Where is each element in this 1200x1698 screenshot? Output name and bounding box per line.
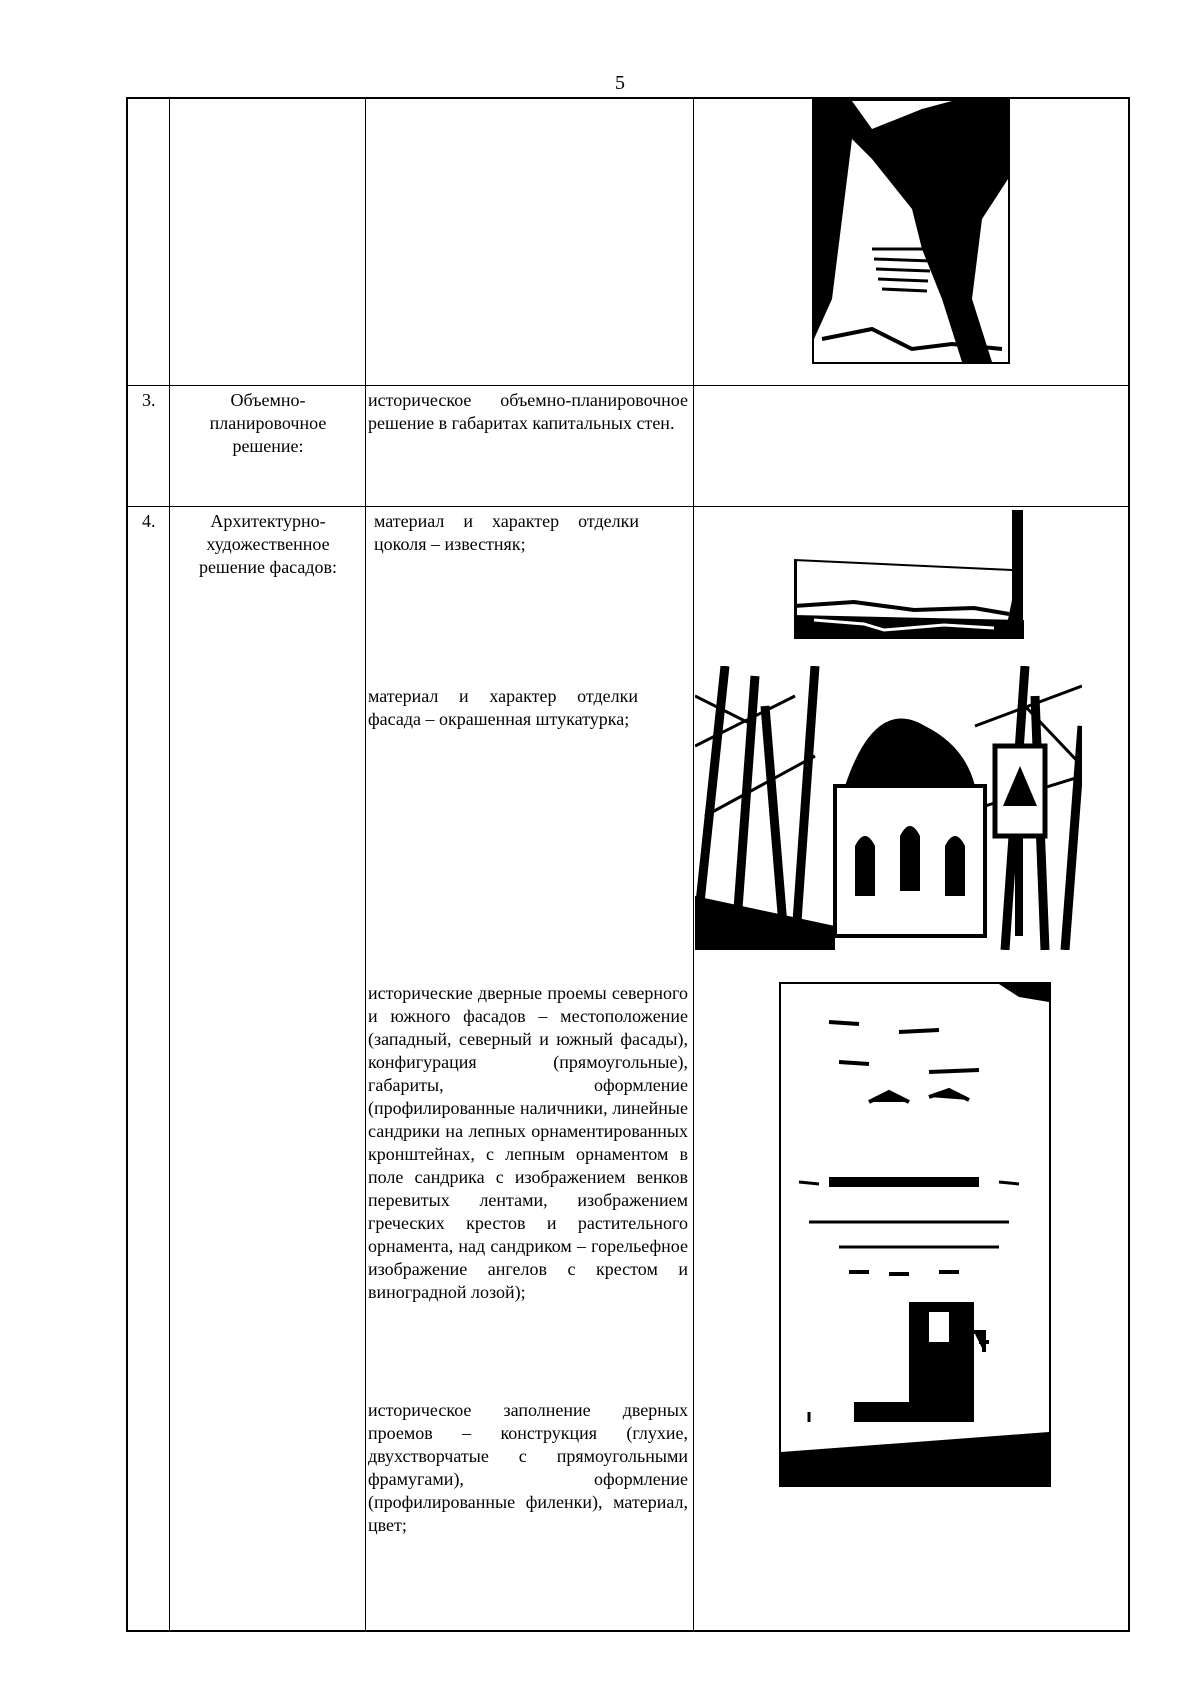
row-divider [128, 506, 1128, 507]
photo-staircase [812, 99, 1010, 364]
doorways-description: исторические дверные проемы северного и южного фасадов – местоположение (западный, северный и южный фасады), конфигурация (прямоугольные), габариты, оформление (профилированные наличники, линейные сандрики на лепных орнаментированных кронштейнах, с лепным орнаментом в поле сандрика с изображением венков перевитых лентами, изображением греческих крестов и растительного орнамента, над сандриком – горельефное изображение ангелов с крестом и виноградной лозой); [368, 983, 688, 1302]
door-filling-description: историческое заполнение дверных проемов – конструкция (глухие, двухстворчатые с прямоугольными фрамугами), оформление (профилированные филенки), материал, цвет; [368, 1400, 688, 1535]
column-divider [365, 99, 366, 1630]
photo-plinth [794, 510, 1024, 639]
plinth-description: материал и характер отделки цоколя – известняк; [374, 511, 639, 554]
row-title: Объемно-планировочное решение: [209, 390, 327, 456]
photo-doorway [779, 982, 1051, 1487]
row-divider [128, 385, 1128, 386]
photo-church-facade [695, 666, 1082, 950]
row-description: историческое объемно-планировочное решение в габаритах капитальных стен. [368, 390, 688, 433]
page-number: 5 [615, 72, 625, 94]
heritage-table [126, 97, 1130, 1632]
column-divider [693, 99, 694, 1630]
row-number: 3. [142, 390, 156, 410]
row-number: 4. [142, 511, 156, 531]
row-title: Архитектурно-художественное решение фасадов: [198, 511, 338, 577]
facade-description: материал и характер отделки фасада – окрашенная штукатурка; [368, 686, 638, 729]
column-divider [169, 99, 170, 1630]
